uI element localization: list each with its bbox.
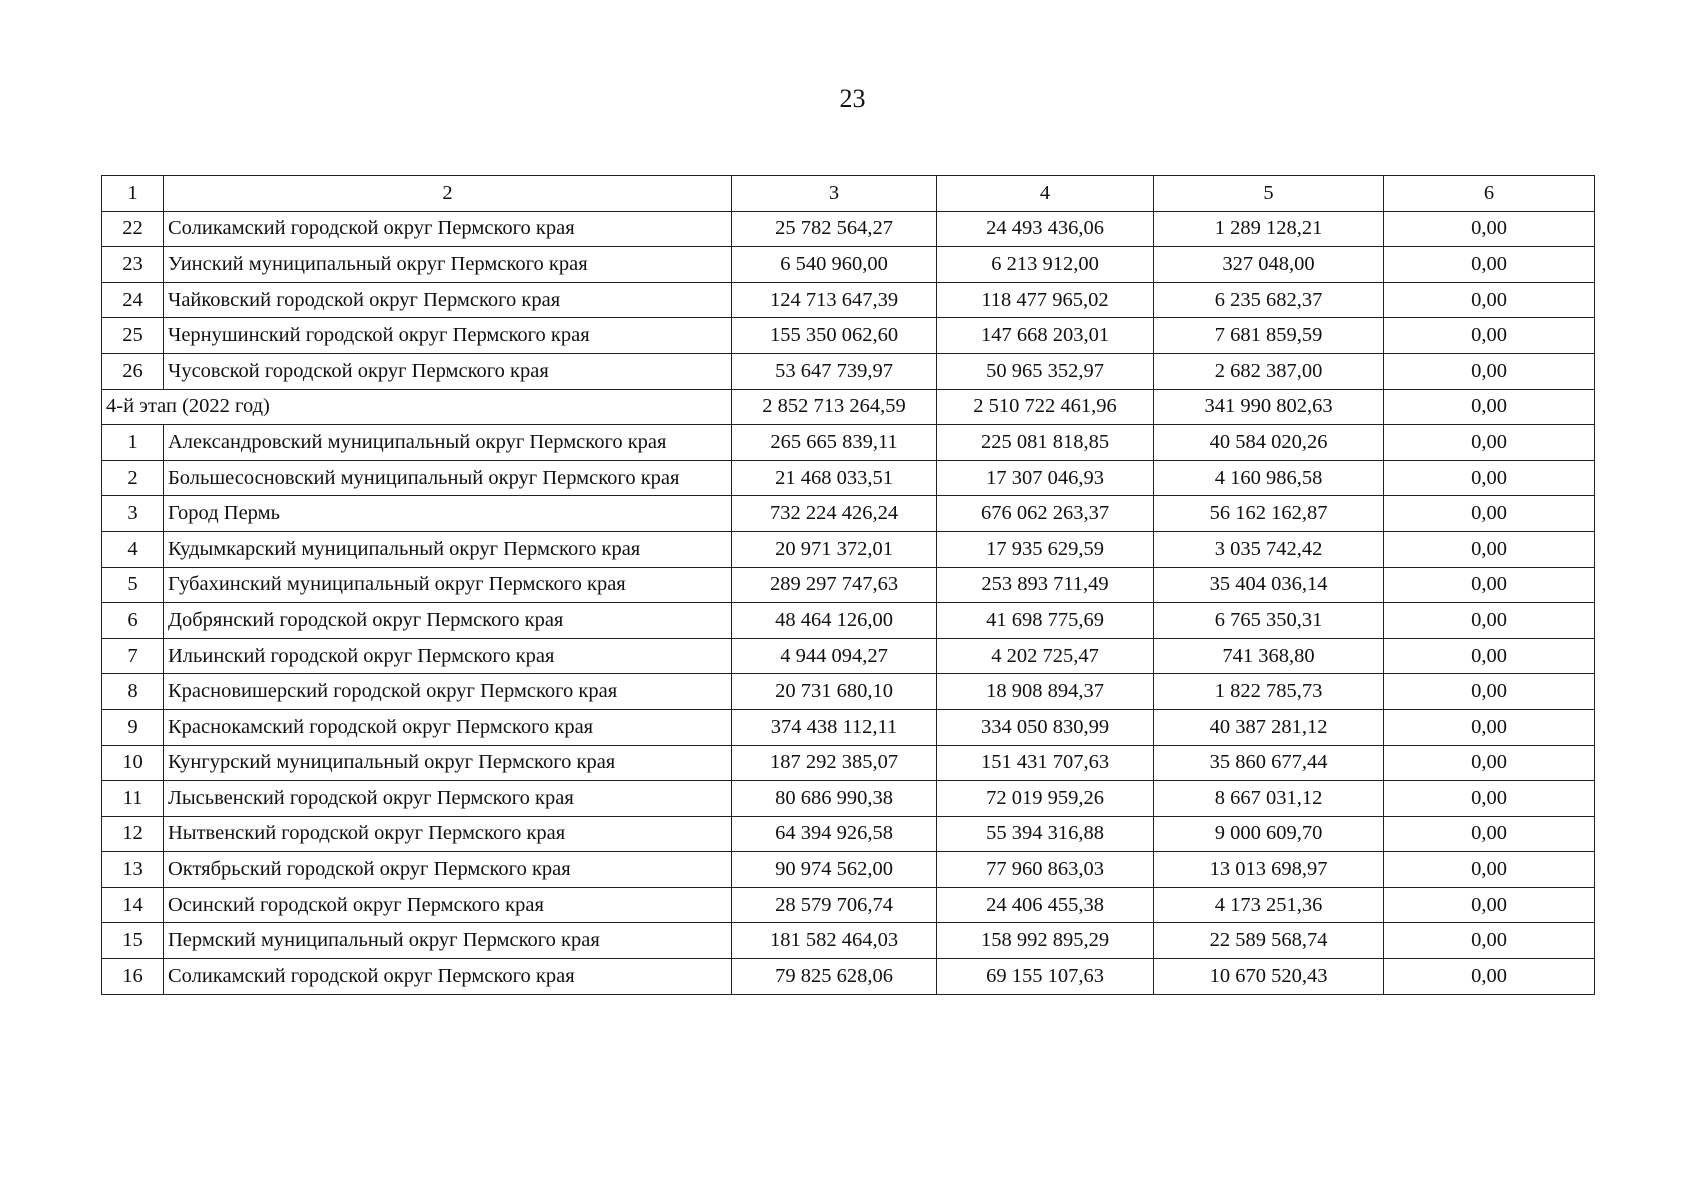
value-col-3: 187 292 385,07 bbox=[732, 745, 937, 781]
value-col-4: 18 908 894,37 bbox=[937, 674, 1154, 710]
value-col-5: 22 589 568,74 bbox=[1154, 923, 1384, 959]
municipality-name: Добрянский городской округ Пермского края bbox=[164, 603, 732, 639]
row-number: 9 bbox=[102, 709, 164, 745]
municipality-name: Кудымкарский муниципальный округ Пермского края bbox=[164, 531, 732, 567]
table-row bbox=[102, 959, 1595, 995]
table-row bbox=[102, 318, 1595, 354]
municipality-name: Нытвенский городской округ Пермского края bbox=[164, 816, 732, 852]
value-col-5: 10 670 520,43 bbox=[1154, 959, 1384, 995]
value-col-6: 0,00 bbox=[1384, 531, 1595, 567]
value-col-4: 151 431 707,63 bbox=[937, 745, 1154, 781]
row-number: 7 bbox=[102, 638, 164, 674]
row-number: 15 bbox=[102, 923, 164, 959]
value-col-4: 55 394 316,88 bbox=[937, 816, 1154, 852]
value-col-5: 327 048,00 bbox=[1154, 247, 1384, 283]
row-number: 13 bbox=[102, 852, 164, 888]
value-col-5: 13 013 698,97 bbox=[1154, 852, 1384, 888]
value-col-5: 4 160 986,58 bbox=[1154, 460, 1384, 496]
value-col-4: 41 698 775,69 bbox=[937, 603, 1154, 639]
value-col-6: 0,00 bbox=[1384, 211, 1595, 247]
municipality-name: Александровский муниципальный округ Пермского края bbox=[164, 425, 732, 461]
value-col-6: 0,00 bbox=[1384, 745, 1595, 781]
value-col-5: 35 860 677,44 bbox=[1154, 745, 1384, 781]
table-row bbox=[102, 247, 1595, 283]
table-row bbox=[102, 816, 1595, 852]
row-number: 22 bbox=[102, 211, 164, 247]
municipality-name: Октябрьский городской округ Пермского края bbox=[164, 852, 732, 888]
value-col-3: 155 350 062,60 bbox=[732, 318, 937, 354]
value-col-5: 2 682 387,00 bbox=[1154, 353, 1384, 389]
value-col-5: 3 035 742,42 bbox=[1154, 531, 1384, 567]
value-col-3: 289 297 747,63 bbox=[732, 567, 937, 603]
table-row bbox=[102, 531, 1595, 567]
value-col-6: 0,00 bbox=[1384, 460, 1595, 496]
municipality-name: Соликамский городской округ Пермского края bbox=[164, 211, 732, 247]
value-col-6: 0,00 bbox=[1384, 816, 1595, 852]
data-table bbox=[101, 175, 1595, 995]
value-col-4: 334 050 830,99 bbox=[937, 709, 1154, 745]
value-col-3: 374 438 112,11 bbox=[732, 709, 937, 745]
municipality-name: Город Пермь bbox=[164, 496, 732, 532]
table-row bbox=[102, 282, 1595, 318]
value-col-3: 28 579 706,74 bbox=[732, 887, 937, 923]
value-col-6: 0,00 bbox=[1384, 959, 1595, 995]
value-col-3: 25 782 564,27 bbox=[732, 211, 937, 247]
value-col-5: 8 667 031,12 bbox=[1154, 781, 1384, 817]
column-header: 1 bbox=[102, 176, 164, 212]
value-col-3: 21 468 033,51 bbox=[732, 460, 937, 496]
value-col-5: 40 584 020,26 bbox=[1154, 425, 1384, 461]
municipality-name: Уинский муниципальный округ Пермского края bbox=[164, 247, 732, 283]
value-col-6: 0,00 bbox=[1384, 353, 1595, 389]
stage-total-col-5: 341 990 802,63 bbox=[1154, 389, 1384, 425]
value-col-3: 20 731 680,10 bbox=[732, 674, 937, 710]
municipality-name: Чернушинский городской округ Пермского края bbox=[164, 318, 732, 354]
row-number: 12 bbox=[102, 816, 164, 852]
stage-row bbox=[102, 389, 1595, 425]
table-body bbox=[102, 176, 1595, 995]
value-col-3: 4 944 094,27 bbox=[732, 638, 937, 674]
row-number: 25 bbox=[102, 318, 164, 354]
value-col-6: 0,00 bbox=[1384, 852, 1595, 888]
value-col-4: 118 477 965,02 bbox=[937, 282, 1154, 318]
value-col-4: 17 307 046,93 bbox=[937, 460, 1154, 496]
row-number: 6 bbox=[102, 603, 164, 639]
table-row bbox=[102, 496, 1595, 532]
value-col-5: 6 765 350,31 bbox=[1154, 603, 1384, 639]
column-header: 3 bbox=[732, 176, 937, 212]
table-row bbox=[102, 211, 1595, 247]
value-col-4: 147 668 203,01 bbox=[937, 318, 1154, 354]
table-header-row bbox=[102, 176, 1595, 212]
row-number: 11 bbox=[102, 781, 164, 817]
value-col-6: 0,00 bbox=[1384, 318, 1595, 354]
table-row bbox=[102, 709, 1595, 745]
column-header: 5 bbox=[1154, 176, 1384, 212]
value-col-3: 48 464 126,00 bbox=[732, 603, 937, 639]
value-col-3: 181 582 464,03 bbox=[732, 923, 937, 959]
table-row bbox=[102, 852, 1595, 888]
stage-total-col-4: 2 510 722 461,96 bbox=[937, 389, 1154, 425]
value-col-3: 64 394 926,58 bbox=[732, 816, 937, 852]
row-number: 23 bbox=[102, 247, 164, 283]
value-col-4: 6 213 912,00 bbox=[937, 247, 1154, 283]
value-col-4: 158 992 895,29 bbox=[937, 923, 1154, 959]
municipality-name: Соликамский городской округ Пермского края bbox=[164, 959, 732, 995]
value-col-5: 741 368,80 bbox=[1154, 638, 1384, 674]
value-col-4: 253 893 711,49 bbox=[937, 567, 1154, 603]
value-col-5: 40 387 281,12 bbox=[1154, 709, 1384, 745]
value-col-3: 124 713 647,39 bbox=[732, 282, 937, 318]
municipality-name: Чайковский городской округ Пермского края bbox=[164, 282, 732, 318]
value-col-3: 265 665 839,11 bbox=[732, 425, 937, 461]
value-col-4: 17 935 629,59 bbox=[937, 531, 1154, 567]
table-row bbox=[102, 745, 1595, 781]
municipality-name: Ильинский городской округ Пермского края bbox=[164, 638, 732, 674]
municipality-name: Лысьвенский городской округ Пермского края bbox=[164, 781, 732, 817]
table-row bbox=[102, 923, 1595, 959]
row-number: 2 bbox=[102, 460, 164, 496]
value-col-5: 4 173 251,36 bbox=[1154, 887, 1384, 923]
value-col-6: 0,00 bbox=[1384, 781, 1595, 817]
municipality-name: Красновишерский городской округ Пермского края bbox=[164, 674, 732, 710]
value-col-3: 90 974 562,00 bbox=[732, 852, 937, 888]
value-col-4: 24 406 455,38 bbox=[937, 887, 1154, 923]
value-col-5: 7 681 859,59 bbox=[1154, 318, 1384, 354]
table-row bbox=[102, 460, 1595, 496]
value-col-6: 0,00 bbox=[1384, 567, 1595, 603]
value-col-3: 20 971 372,01 bbox=[732, 531, 937, 567]
row-number: 14 bbox=[102, 887, 164, 923]
value-col-3: 80 686 990,38 bbox=[732, 781, 937, 817]
value-col-5: 35 404 036,14 bbox=[1154, 567, 1384, 603]
row-number: 10 bbox=[102, 745, 164, 781]
table-row bbox=[102, 353, 1595, 389]
value-col-6: 0,00 bbox=[1384, 923, 1595, 959]
row-number: 16 bbox=[102, 959, 164, 995]
row-number: 1 bbox=[102, 425, 164, 461]
row-number: 24 bbox=[102, 282, 164, 318]
municipality-name: Осинский городской округ Пермского края bbox=[164, 887, 732, 923]
value-col-5: 56 162 162,87 bbox=[1154, 496, 1384, 532]
municipality-name: Пермский муниципальный округ Пермского края bbox=[164, 923, 732, 959]
table-row bbox=[102, 638, 1595, 674]
table-row bbox=[102, 567, 1595, 603]
value-col-4: 69 155 107,63 bbox=[937, 959, 1154, 995]
municipality-name: Краснокамский городской округ Пермского края bbox=[164, 709, 732, 745]
value-col-4: 50 965 352,97 bbox=[937, 353, 1154, 389]
value-col-4: 77 960 863,03 bbox=[937, 852, 1154, 888]
row-number: 5 bbox=[102, 567, 164, 603]
table-row bbox=[102, 887, 1595, 923]
stage-label: 4-й этап (2022 год) bbox=[102, 389, 732, 425]
value-col-3: 732 224 426,24 bbox=[732, 496, 937, 532]
column-header: 4 bbox=[937, 176, 1154, 212]
value-col-5: 9 000 609,70 bbox=[1154, 816, 1384, 852]
value-col-6: 0,00 bbox=[1384, 674, 1595, 710]
value-col-6: 0,00 bbox=[1384, 496, 1595, 532]
value-col-4: 676 062 263,37 bbox=[937, 496, 1154, 532]
value-col-6: 0,00 bbox=[1384, 709, 1595, 745]
stage-total-col-3: 2 852 713 264,59 bbox=[732, 389, 937, 425]
page-number: 23 bbox=[839, 84, 866, 113]
row-number: 4 bbox=[102, 531, 164, 567]
value-col-3: 53 647 739,97 bbox=[732, 353, 937, 389]
value-col-4: 4 202 725,47 bbox=[937, 638, 1154, 674]
municipality-name: Кунгурский муниципальный округ Пермского края bbox=[164, 745, 732, 781]
municipality-name: Большесосновский муниципальный округ Пермского края bbox=[164, 460, 732, 496]
table-row bbox=[102, 603, 1595, 639]
value-col-5: 1 822 785,73 bbox=[1154, 674, 1384, 710]
value-col-4: 225 081 818,85 bbox=[937, 425, 1154, 461]
value-col-5: 6 235 682,37 bbox=[1154, 282, 1384, 318]
value-col-6: 0,00 bbox=[1384, 603, 1595, 639]
value-col-5: 1 289 128,21 bbox=[1154, 211, 1384, 247]
municipality-name: Губахинский муниципальный округ Пермского края bbox=[164, 567, 732, 603]
value-col-6: 0,00 bbox=[1384, 425, 1595, 461]
table-row bbox=[102, 674, 1595, 710]
table-row bbox=[102, 781, 1595, 817]
value-col-6: 0,00 bbox=[1384, 638, 1595, 674]
row-number: 3 bbox=[102, 496, 164, 532]
value-col-3: 79 825 628,06 bbox=[732, 959, 937, 995]
value-col-4: 24 493 436,06 bbox=[937, 211, 1154, 247]
table-row bbox=[102, 425, 1595, 461]
value-col-3: 6 540 960,00 bbox=[732, 247, 937, 283]
row-number: 26 bbox=[102, 353, 164, 389]
row-number: 8 bbox=[102, 674, 164, 710]
value-col-4: 72 019 959,26 bbox=[937, 781, 1154, 817]
column-header: 2 bbox=[164, 176, 732, 212]
value-col-6: 0,00 bbox=[1384, 887, 1595, 923]
value-col-6: 0,00 bbox=[1384, 282, 1595, 318]
stage-total-col-6: 0,00 bbox=[1384, 389, 1595, 425]
municipality-name: Чусовской городской округ Пермского края bbox=[164, 353, 732, 389]
column-header: 6 bbox=[1384, 176, 1595, 212]
value-col-6: 0,00 bbox=[1384, 247, 1595, 283]
